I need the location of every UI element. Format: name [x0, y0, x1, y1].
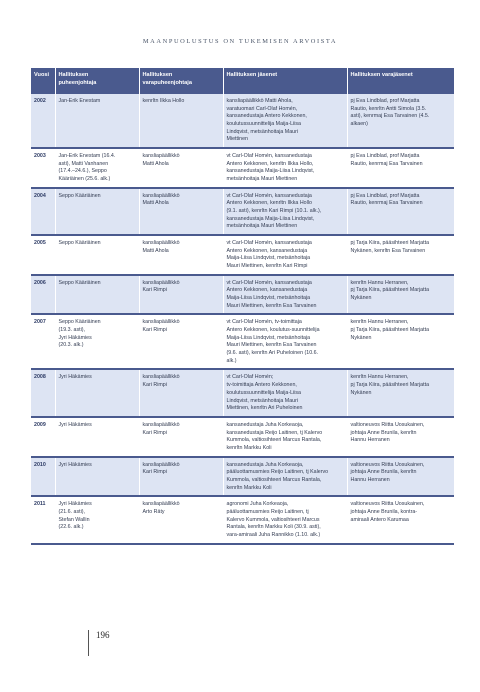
cell-members: vt Carl-Olaf Homén, kansanedustaja Antero Kekkonen, kansanedustaja Maija-Liisa Lindqvist, metsänhoitaja Mauri Miettinen, kenrltn Esa Tarvainen — [223, 275, 347, 315]
cell-chair: Jan-Erik Enestam (16.4. asti), Matti Vanhanen (17.4.–24.6.), Seppo Kääriäinen (25.6. alk.) — [55, 148, 139, 188]
cell-deputies: kenrltn Hannu Herranen, pj Tarja Kiira, pääsihteeri Marjatta Nykänen — [347, 275, 454, 315]
cell-year: 2009 — [31, 417, 55, 457]
page-number-rule — [88, 630, 89, 656]
cell-deputies: pj Eva Lindblad, prof Marjatta Rautio, kenrmaj Esa Tarvainen — [347, 148, 454, 188]
cell-chair: Jyri Häkämies — [55, 457, 139, 497]
header-chair: Hallituksen puheenjohtaja — [55, 68, 139, 94]
cell-vice-chair: kansliapäällikkö Matti Ahola — [139, 235, 223, 275]
header-year: Vuosi — [31, 68, 55, 94]
table-row — [31, 188, 454, 235]
cell-members: kansanedustaja Juha Korkeaoja, pääluottamusmies Reijo Laitinen, tj Kalervo Kummola, valtiosihteeri Marcus Rantala, kenrltn Markku Koli — [223, 457, 347, 497]
table-row — [31, 148, 454, 188]
cell-chair: Seppo Kääriäinen (19.3. asti), Jyri Häkämies (20.3. alk.) — [55, 314, 139, 369]
header-vice-chair: Hallituksen varapuheenjohtaja — [139, 68, 223, 94]
cell-chair: Seppo Kääriäinen — [55, 275, 139, 315]
cell-vice-chair: kansliapäällikkö Kari Rimpi — [139, 457, 223, 497]
cell-deputies: kenrltn Hannu Herranen, pj Tarja Kiira, pääsihteeri Marjatta Nykänen — [347, 369, 454, 416]
table-row — [31, 369, 454, 416]
cell-vice-chair: kansliapäällikkö Kari Rimpi — [139, 314, 223, 369]
cell-deputies: pj Eva Lindblad, prof Marjatta Rautio, kenrmaj Esa Tarvainen — [347, 188, 454, 235]
cell-year: 2002 — [31, 94, 55, 148]
cell-chair: Seppo Kääriäinen — [55, 235, 139, 275]
cell-deputies: pj Eva Lindblad, prof Marjatta Rautio, kenrltn Antti Simola (3.5. asti), kenrmaj Esa Tarvainen (4.5. alkaen) — [347, 94, 454, 148]
cell-members: vt Carl-Olaf Homén; tv-toimittaja Antero Kekkonen, koulutussuunnittelija Maija-Liisa Lindqvist, metsänhoitaja Mauri Miettinen, kenrltn Ari Puheloinen — [223, 369, 347, 416]
cell-vice-chair: kansliapäällikkö Kari Rimpi — [139, 369, 223, 416]
cell-vice-chair: kansliapäällikkö Kari Rimpi — [139, 275, 223, 315]
cell-vice-chair: kenrltn Ilkka Hollo — [139, 94, 223, 148]
header-deputies: Hallituksen varajäsenet — [347, 68, 454, 94]
cell-year: 2006 — [31, 275, 55, 315]
cell-year: 2003 — [31, 148, 55, 188]
cell-deputies: pj Tarja Kiira, pääsihteeri Marjatta Nykänen, kenrltn Esa Tarvainen — [347, 235, 454, 275]
cell-chair: Jyri Häkämies — [55, 417, 139, 457]
cell-year: 2007 — [31, 314, 55, 369]
cell-deputies: valtioneuvos Riitta Uosukainen, johtaja Anne Brunila, kenrltn Hannu Herranen — [347, 457, 454, 497]
cell-members: vt Carl-Olaf Homén, kansanedustaja Antero Kekkonen, kansanedustaja Maija-Liisa Lindqvist, metsänhoitaja Mauri Miettinen, kenrltn Kari Rimpi — [223, 235, 347, 275]
table-row — [31, 417, 454, 457]
cell-chair: Jan-Erik Enestam — [55, 94, 139, 148]
header-members: Hallituksen jäsenet — [223, 68, 347, 94]
cell-year: 2004 — [31, 188, 55, 235]
table-row — [31, 235, 454, 275]
cell-members: agronomi Juha Korkeaoja, pääluottamusmies Reijo Laitinen, tj Kalervo Kummola, valtiosihteeri Marcus Rantala, kenrltn Markku Koli (30.9. asti), vara-amiraali Juha Rannikko (1.10. alk.) — [223, 496, 347, 543]
cell-deputies: kenrltn Hannu Herranen, pj Tarja Kiira, pääsihteeri Marjatta Nykänen — [347, 314, 454, 369]
cell-members: vt Carl-Olaf Homén, kansanedustaja Antero Kekkonen, kenrltn Ilkka Hollo (9.1. asti), kenrltn Kari Rimpi (10.1. alk.), kansanedustaja Maija-Liisa Lindqvist, metsänhoitaja Mauri Miettinen — [223, 188, 347, 235]
table-header-row — [31, 68, 454, 94]
cell-chair: Jyri Häkämies — [55, 369, 139, 416]
cell-year: 2011 — [31, 496, 55, 543]
cell-vice-chair: kansliapäällikkö Arto Räty — [139, 496, 223, 543]
table-row — [31, 314, 454, 369]
cell-chair: Jyri Häkämies (21.6. asti), Stefan Wallin (22.6. alk.) — [55, 496, 139, 543]
cell-year: 2008 — [31, 369, 55, 416]
table-row — [31, 457, 454, 497]
cell-members: kansanedustaja Juha Korkeaoja, kansanedustaja Reijo Laitinen, tj Kalervo Kummola, valtiosihteeri Marcus Rantala, kenrltn Markku Koli — [223, 417, 347, 457]
cell-members: vt Carl-Olaf Homén, tv-toimittaja Antero Kekkonen, koulutus-suunnittelija Maija-Liisa Lindqvist, metsänhoitaja Mauri Miettinen, kenrltn Esa Tarvainen (9.6. asti), kenrltn Ari Puheloinen (10.6. alk.) — [223, 314, 347, 369]
cell-deputies: valtioneuvos Riitta Uosukainen, johtaja Anne Brunila, kenrltn Hannu Herranen — [347, 417, 454, 457]
table-row — [31, 496, 454, 543]
cell-vice-chair: kansliapäällikkö Kari Rimpi — [139, 417, 223, 457]
cell-vice-chair: kansliapäällikkö Matti Ahola — [139, 188, 223, 235]
table-row — [31, 94, 454, 148]
running-head: MAANPUOLUSTUS ON TUKEMISEN ARVOISTA — [142, 38, 338, 45]
cell-year: 2005 — [31, 235, 55, 275]
board-members-table — [31, 68, 454, 545]
cell-year: 2010 — [31, 457, 55, 497]
cell-deputies: valtioneuvos Riitta Uosukainen, johtaja Anne Brunila, kontra- amiraali Antero Karumaa — [347, 496, 454, 543]
cell-members: vt Carl-Olaf Homén, kansanedustaja Antero Kekkonen, kenrltn Ilkka Hollo, kansanedustaja Maija-Liisa Lindqvist, metsänhoitaja Mauri Miettinen — [223, 148, 347, 188]
cell-vice-chair: kansliapäällikkö Matti Ahola — [139, 148, 223, 188]
cell-members: kansliapäällikkö Matti Ahola, varatuomari Carl-Olaf Homén, kansanedustaja Antero Kekkonen, koulutussuunnittelija Maija-Liisa Lindqvist, metsänhoitaja Mauri Miettinen — [223, 94, 347, 148]
cell-chair: Seppo Kääriäinen — [55, 188, 139, 235]
table-row — [31, 275, 454, 315]
page-number: 196 — [96, 630, 110, 640]
